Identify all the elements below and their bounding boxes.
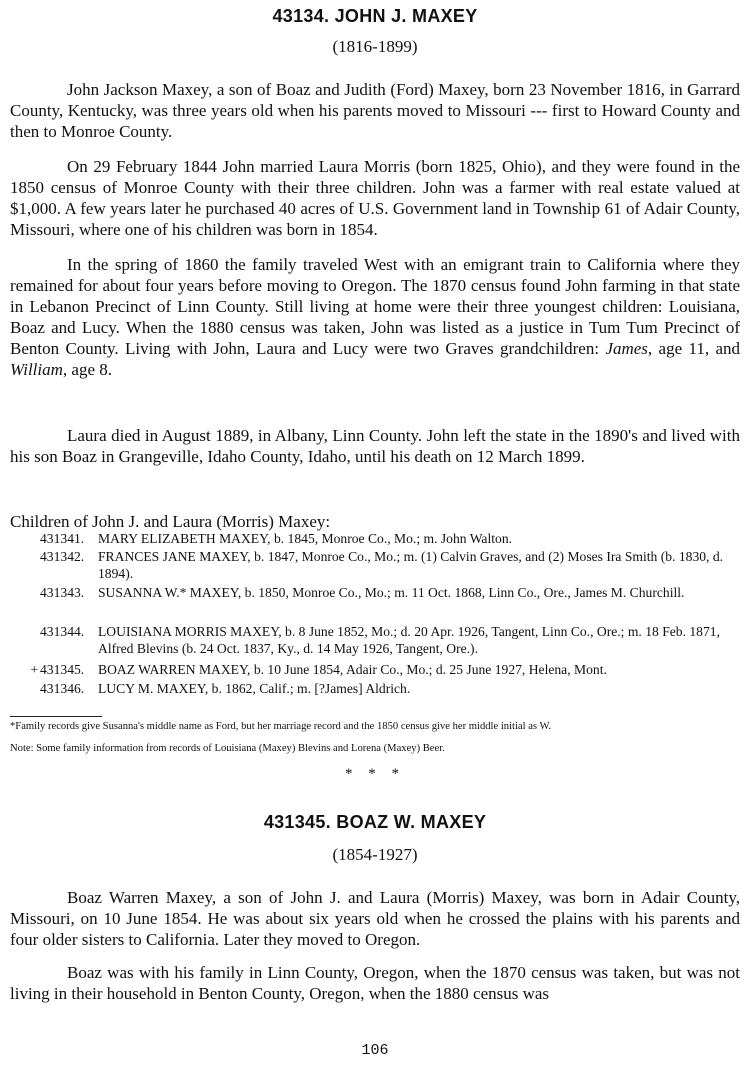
paragraph-3: [10, 254, 740, 380]
page-number: 106: [361, 1042, 389, 1059]
section-years-john: (1816-1899): [332, 37, 418, 56]
child-number: 431341.: [40, 531, 85, 546]
grandchild-name-james: James: [605, 339, 648, 358]
child-text: FRANCES JANE MAXEY, b. 1847, Monroe Co., Mo.; m. (1) Calvin Graves, and (2) Moses Ira Smith (b. 1830, d. 1894).: [98, 549, 724, 581]
footnote: *Family records give Susanna's middle name as Ford, but her marriage record and the 1850 census give her middle initial as W.: [10, 721, 552, 732]
section-years-boaz: (1854-1927): [332, 845, 418, 864]
grandchild-name-william: William: [10, 360, 63, 379]
paragraph-3-mid: , age 11, and: [647, 339, 740, 358]
paragraph-5: Boaz Warren Maxey, a son of John J. and Laura (Morris) Maxey, was born in Adair County, Missouri, on 10 June 1854. He was about six years old when he crossed the plains with his parents and four older sisters to California. Later they moved to Oregon.: [10, 888, 740, 949]
child-text: SUSANNA W.* MAXEY, b. 1850, Monroe Co., Mo.; m. 11 Oct. 1868, Linn Co., Ore., James M. Churchill.: [98, 585, 685, 600]
paragraph-2: On 29 February 1844 John married Laura Morris (born 1825, Ohio), and they were found in the 1850 census of Monroe County with their three children. John was a farmer with real estate valued at $1,000. A few years later he purchased 40 acres of U.S. Government land in Township 61 of Adair County, Missouri, where one of his children was born in 1854.: [10, 157, 740, 239]
paragraph-6: Boaz was with his family in Linn County, Oregon, when the 1870 census was taken, but was not living in their household in Benton County, Oregon, when the 1880 census was: [10, 963, 740, 1003]
child-text: LOUISIANA MORRIS MAXEY, b. 8 June 1852, Mo.; d. 20 Apr. 1926, Tangent, Linn Co., Ore.; m. 18 Feb. 1871, Alfred Blevins (b. 24 Oct. 1837, Ky., d. 14 May 1926, Tangent, Ore.).: [98, 624, 720, 656]
child-number: 431343.: [40, 585, 85, 600]
child-number: 431346.: [40, 681, 85, 696]
footnote-rule: [10, 716, 102, 717]
child-number: 431344.: [40, 624, 85, 639]
child-text: BOAZ WARREN MAXEY, b. 10 June 1854, Adair Co., Mo.; d. 25 June 1927, Helena, Mont.: [98, 662, 607, 677]
child-number: 431342.: [40, 549, 85, 564]
child-number: 431345.: [40, 662, 85, 677]
paragraph-1: John Jackson Maxey, a son of Boaz and Judith (Ford) Maxey, born 23 November 1816, in Garrard County, Kentucky, was three years old when his parents moved to Missouri --- first to Howard County and then to Monroe County.: [10, 80, 740, 141]
children-heading: Children of John J. and Laura (Morris) Maxey:: [10, 512, 331, 531]
paragraph-4: Laura died in August 1889, in Albany, Linn County. John left the state in the 1890's and lived with his son Boaz in Grangeville, Idaho County, Idaho, until his death on 12 March 1899.: [10, 426, 740, 466]
section-heading-john: 43134. JOHN J. MAXEY: [272, 6, 478, 26]
paragraph-3-text: In the spring of 1860 the family traveled West with an emigrant train to California where they remained for about four years before moving to Oregon. The 1870 census found John farming in that state in Lebanon Precinct of Linn County. Still living at home were their three youngest children: Louisiana, Boaz and Lucy. When the 1880 census was taken, John was listed as a justice in Tum Tum Precinct of Benton County. Living with John, Laura and Lucy were two Graves grandchildren:: [10, 255, 740, 358]
section-heading-boaz: 431345. BOAZ W. MAXEY: [263, 812, 487, 832]
source-note: Note: Some family information from records of Louisiana (Maxey) Blevins and Lorena (Maxey) Beer.: [10, 743, 445, 754]
child-text: MARY ELIZABETH MAXEY, b. 1845, Monroe Co., Mo.; m. John Walton.: [98, 531, 513, 546]
section-separator: * * *: [345, 766, 405, 782]
paragraph-3-end: , age 8.: [62, 360, 112, 379]
child-text: LUCY M. MAXEY, b. 1862, Calif.; m. [?James] Aldrich.: [98, 681, 411, 696]
child-marker: +: [30, 662, 38, 677]
